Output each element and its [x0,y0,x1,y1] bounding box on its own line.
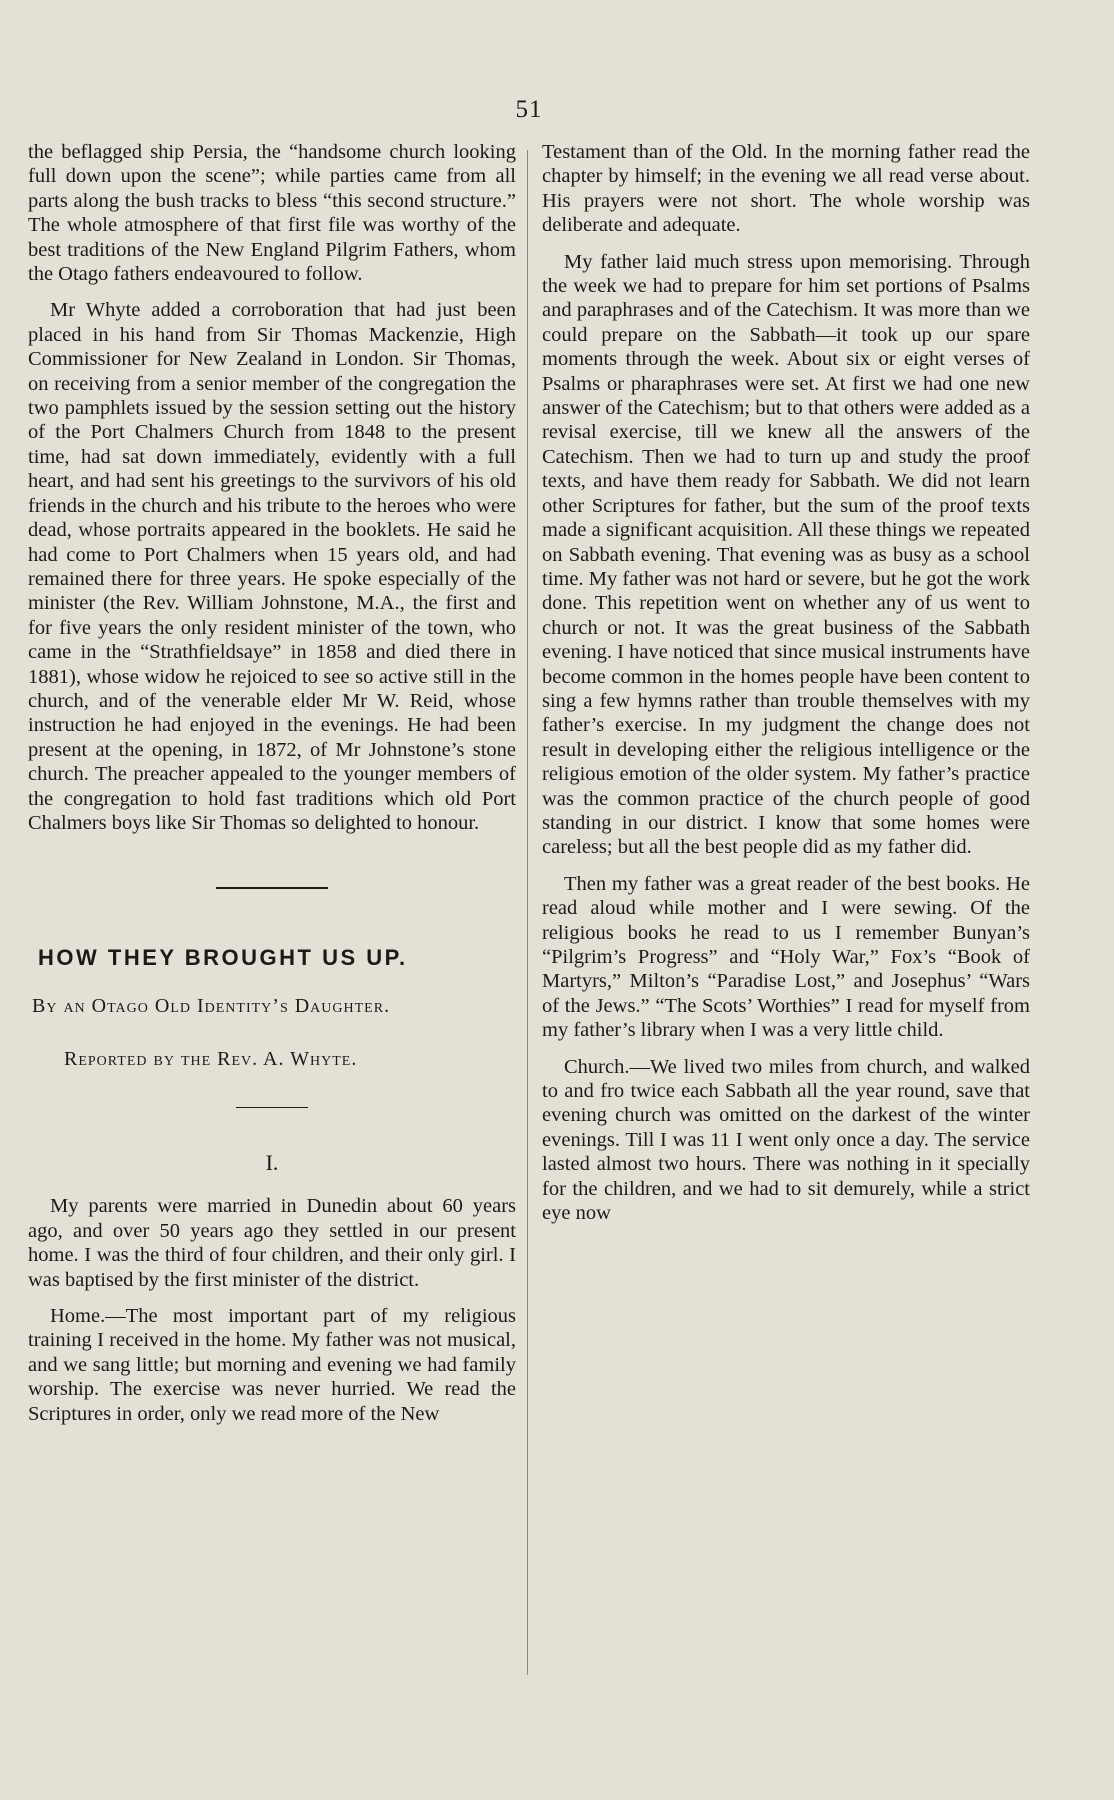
article-title: HOW THEY BROUGHT US UP. [38,945,408,971]
column-rule [527,150,528,1675]
paragraph: My parents were married in Dunedin about 60 years ago, and over 50 years ago they settled in our present home. I was the third of four children, and their only girl. I was baptised by the first minister of the district. [28,1195,516,1291]
paragraph: the beflagged ship Persia, the “handsome church looking full down upon the scene”; while parties came from all parts along the bush tracks to bless “this second structure.” The whole atmosphere of that first file was worthy of the best traditions of the New England Pilgrim Fathers, whom the Otago fathers endeavoured to follow. [28,141,516,286]
paragraph: Testament than of the Old. In the morning father read the chapter by himself; in the evening we all read verse about. His prayers were not short. The whole worship was deliberate and adequate. [542,141,1030,237]
left-column [28,140,516,1438]
right-column [542,140,1030,1237]
article-reporter: Reported by the Rev. A. Whyte. [64,1048,358,1071]
page-number: 51 [515,96,543,123]
section-number: I. [265,1150,279,1176]
paragraph: Home.—The most important part of my religious training I received in the home. My father was not musical, and we sang little; but morning and evening we had family worship. The exercise was never hurried. We read the Scriptures in order, only we read more of the New [28,1305,516,1425]
paragraph: Church.—We lived two miles from church, and walked to and fro twice each Sabbath all the year round, save that evening church was omitted on the darkest of the winter evenings. Till I was 11 I went only once a day. The service lasted almost two hours. There was nothing in it specially for the children, and we had to sit demurely, while a strict eye now [542,1055,1030,1225]
paragraph: Then my father was a great reader of the best books. He read aloud while mother and I were sewing. Of the religious books he read to us I remember Bunyan’s “Pilgrim’s Progress” and “Holy War,” Fox’s “Book of Martyrs,” Milton’s “Paradise Lost,” and Josephus’ “Wars of the Jews.” “The Scots’ Worthies” I read for myself from my father’s library when I was a very little child. [542,872,1030,1042]
article-byline: By an Otago Old Identity’s Daughter. [32,995,391,1018]
paragraph: Mr Whyte added a corroboration that had just been placed in his hand from Sir Thomas Mackenzie, High Commissioner for New Zealand in London. Sir Thomas, on receiving from a senior member of the congregation the two pamphlets issued by the session setting out the history of the Port Chalmers Church from 1848 to the present time, had sat down immediately, evidently with a full heart, and had sent his greetings to the survivors of his old friends in the church and his tribute to the heroes who were dead, whose portraits appeared in the booklets. He said he had come to Port Chalmers when 15 years old, and had remained there for three years. He spoke especially of the minister (the Rev. William Johnstone, M.A., the first and for five years the only resident minister of the town, who came in the “Strathfieldsaye” in 1858 and died there in 1881), whose widow he rejoiced to see so active still in the church, and of the venerable elder Mr W. Reid, whose instruction he had enjoyed in the evenings. He had been present at the opening, in 1872, of Mr Johnstone’s stone church. The preacher appealed to the younger members of the congregation to hold fast traditions which old Port Chalmers boys like Sir Thomas so delighted to honour. [28,299,516,834]
byline-divider [236,1107,308,1108]
section-divider [216,887,328,889]
paragraph: My father laid much stress upon memorising. Through the week we had to prepare for him set portions of Psalms and paraphrases and of the Catechism. It was more than we could prepare on the Sabbath—it took up our spare moments through the week. About six or eight verses of Psalms or pharaphrases were set. At first we had one new answer of the Catechism; but to that others were added as a revisal exercise, till we knew all the answers of the Catechism. Then we had to turn up and study the proof texts, and have them ready for Sabbath. We did not learn other Scriptures for father, but the sum of the proof texts made a significant acquisition. All these things we repeated on Sabbath evening. That evening was as busy as a school time. My father was not hard or severe, but he got the work done. This repetition went on whether any of us went to church or not. It was the great business of the Sabbath evening. I have noticed that since musical instruments have become common in the homes people have been content to sing a few hymns rather than trouble themselves with my father’s exercise. In my judgment the change does not result in developing either the religious intelligence or the religious emotion of the older system. My father’s practice was the common practice of the church people of good standing in our district. I know that some homes were careless; but all the best people did as my father did. [542,250,1030,859]
